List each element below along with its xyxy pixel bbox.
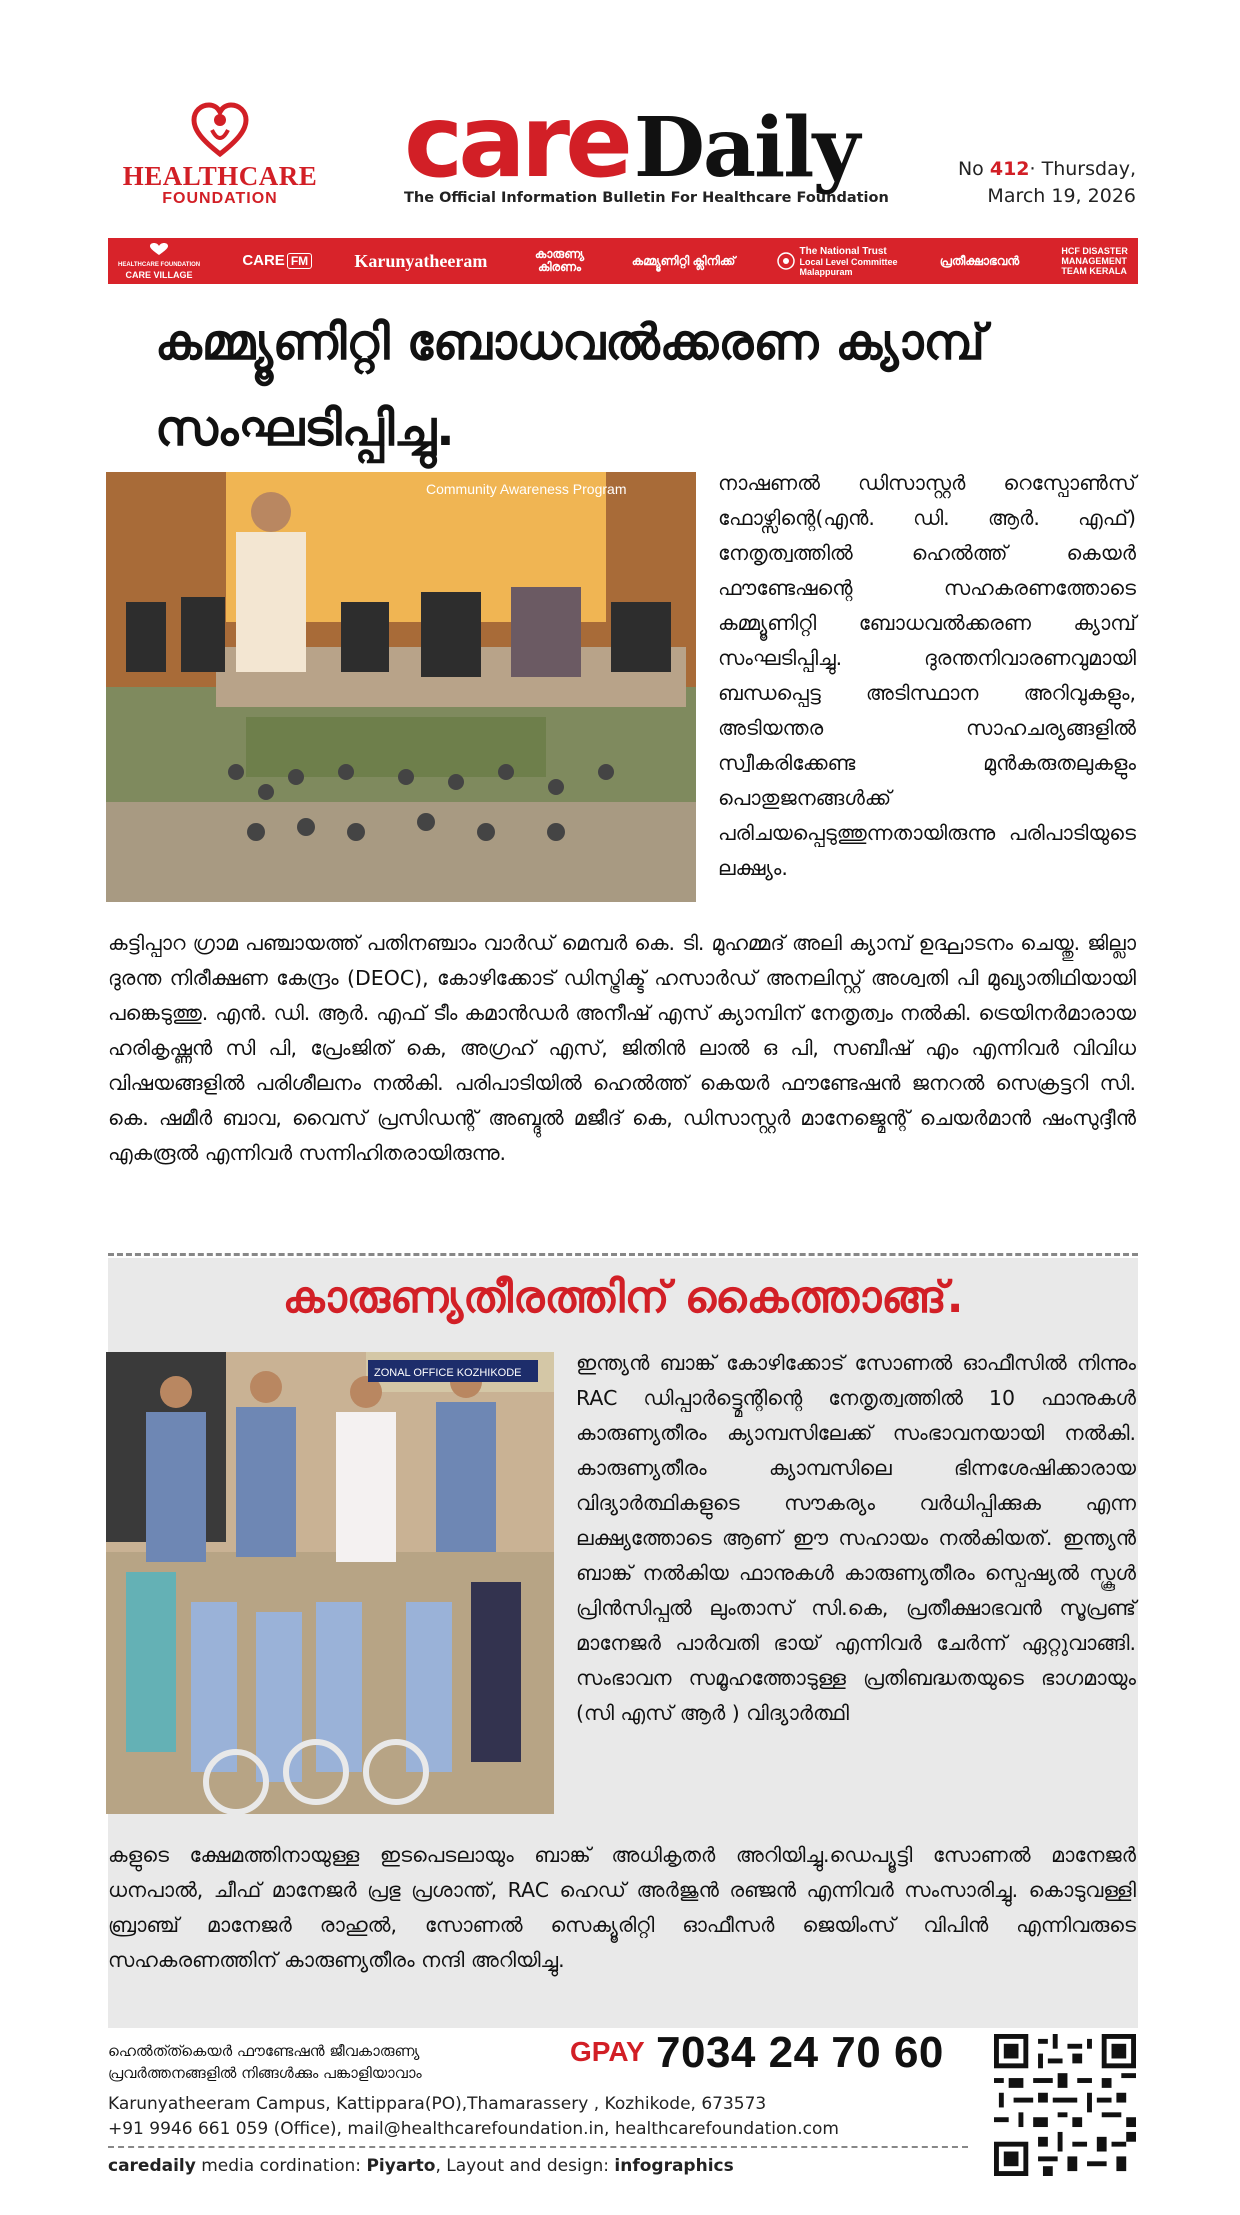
issue-info xyxy=(956,156,1136,210)
contact-block xyxy=(108,2092,968,2142)
article2-photo-sign: ZONAL OFFICE KOZHIKODE xyxy=(374,1367,522,1379)
heart-icon xyxy=(149,242,169,256)
donation-appeal-line1: ഹെൽത്ത്കെയർ ഫൗണ്ടേഷൻ ജീവകാരുണ്യ xyxy=(108,2042,420,2060)
article1-photo xyxy=(106,472,696,902)
nav-care-fm-b: FM xyxy=(287,253,312,269)
nav-karunyatheeram[interactable]: Karunyatheeram xyxy=(354,251,488,271)
credit-media: Piyarto xyxy=(366,2156,436,2176)
address: Karunyatheeram Campus, Kattippara(PO),Thamarassery , Kozhikode, 673573 xyxy=(108,2094,767,2114)
credit-media-label: media cordination: xyxy=(195,2156,367,2176)
emblem-icon xyxy=(777,252,795,270)
nav-care-village-top: HEALTHCARE FOUNDATION xyxy=(118,262,201,268)
nav-community-clinic[interactable]: കമ്മ്യൂണിറ്റി ക്ലിനിക്ക് xyxy=(631,253,736,268)
article1-photo-sign: Community Awareness Program xyxy=(426,481,627,497)
issue-prefix: No xyxy=(957,158,990,180)
credits-divider xyxy=(108,2146,968,2148)
article1-headline: കമ്മ്യൂണിറ്റി ബോധവൽക്കരണ ക്യാമ്പ് സംഘടിപ്പിച്ചു. xyxy=(155,314,985,457)
gpay-number[interactable]: 7034 24 70 60 xyxy=(656,2028,944,2077)
issue-day: · Thursday, xyxy=(1029,158,1136,180)
issue-date: March 19, 2026 xyxy=(987,185,1136,207)
credit-brand: caredaily xyxy=(108,2156,196,2176)
donation-appeal xyxy=(108,2040,528,2084)
foundation-logo xyxy=(100,100,340,220)
masthead-tagline: The Official Information Bulletin For Healthcare Foundation xyxy=(404,190,889,206)
article1-column-text: നാഷണൽ ഡിസാസ്റ്റർ റെസ്പോൺസ് ഫോഴ്സിന്റെ(എൻ. ഡി. ആർ. എഫ്) നേതൃത്വത്തിൽ ഹെൽത്ത് കെയർ ഫൗണ്ടേഷന്റെ സഹകരണത്തോടെ കമ്മ്യൂണിറ്റി ബോധവൽക്കരണ ക്യാമ്പ് സംഘടിപ്പിച്ചു. ദുരന്തനിവാരണവുമായി ബന്ധപ്പെട്ട അടിസ്ഥാന അറിവുകളും, അടിയന്തര സാഹചര്യങ്ങളിൽ സ്വീകരിക്കേണ്ട മുൻകരുതലുകളും പൊതുജനങ്ങൾക്ക് പരിചയപ്പെടുത്തുന്നതായിരുന്നു പരിപാടിയുടെ ലക്ഷ്യം. xyxy=(718,471,1136,880)
nav-trust-c: Malappuram xyxy=(799,266,853,277)
gpay-label: GPAY xyxy=(570,2036,645,2067)
credits xyxy=(108,2156,988,2176)
nav-care-village-label: CARE VILLAGE xyxy=(125,270,193,280)
foundation-name: HEALTHCARE xyxy=(122,161,318,191)
nav-pratheeksha-bhavan[interactable]: പ്രതീക്ഷാഭവൻ xyxy=(939,253,1020,268)
donation-appeal-line2: പ്രവർത്തനങ്ങളിൽ നിങ്ങൾക്കും പങ്കാളിയാവാം xyxy=(108,2064,422,2082)
nav-trust-a: The National Trust xyxy=(799,245,887,257)
foundation-sub: FOUNDATION xyxy=(162,190,278,207)
nav-care-village[interactable] xyxy=(118,242,200,280)
masthead-care: care xyxy=(404,83,628,200)
credit-design-label: , Layout and design: xyxy=(435,2156,615,2176)
nav-trust-b: Local Level Committee xyxy=(799,256,898,267)
nav-karunya-kiranam[interactable]: കാരുണ്യ കിരണം xyxy=(534,247,585,274)
article2-headline: കാരുണ്യതീരത്തിന് കൈത്താങ്ങ്. xyxy=(282,1272,964,1323)
article2-column-text: ഇന്ത്യൻ ബാങ്ക് കോഴിക്കോട് സോണൽ ഓഫീസിൽ നിന്നും RAC ഡിപ്പാർട്ട്മെന്റിന്റെ നേതൃത്വത്തിൽ 10 ഫാനുകൾ കാരുണ്യതീരം ക്യാമ്പസിലേക്ക് സംഭാവനയായി നൽകി. കാരുണ്യതീരം ക്യാമ്പസിലെ ഭിന്നശേഷിക്കാരായ വിദ്യാർത്ഥികളുടെ സൗകര്യം വർധിപ്പിക്കുക എന്ന ലക്ഷ്യത്തോടെ ആണ് ഈ സഹായം നൽകിയത്. ഇന്ത്യൻ ബാങ്ക് നൽകിയ ഫാനുകൾ കാരുണ്യതീരം സ്പെഷ്യൽ സ്കൂൾ പ്രിൻസിപ്പൽ ലുംതാസ് സി.കെ, പ്രതീക്ഷാഭവൻ സൂപ്രണ്ട് മാനേജർ പാർവതി ഭായ് എന്നിവർ ചേർന്ന് ഏറ്റുവാങ്ങി. സംഭാവന സമൂഹത്തോടുള്ള പ്രതിബദ്ധതയുടെ ഭാഗമായും (സി എസ് ആർ ) വിദ്യാർത്ഥി xyxy=(576,1351,1136,1725)
masthead-daily: Daily xyxy=(633,100,859,196)
nav-care-fm[interactable] xyxy=(242,253,312,269)
nav-disaster-a: HCF DISASTER xyxy=(1061,246,1128,256)
qr-code-icon[interactable] xyxy=(994,2034,1136,2176)
article2-body-text: കളുടെ ക്ഷേമത്തിനായുള്ള ഇടപെടലായും ബാങ്ക് അധികൃതർ അറിയിച്ചു.ഡെപ്യൂട്ടി സോണൽ മാനേജർ ധനപാൽ, ചീഫ് മാനേജർ പ്രഭു പ്രശാന്ത്, RAC ഹെഡ് അർജുൻ രഞ്ജൻ എന്നിവർ സംസാരിച്ചു. കൊടുവള്ളി ബ്രാഞ്ച് മാനേജർ രാഹുൽ, സോണൽ സെക്യൂരിറ്റി ഓഫീസർ ജെയിംസ് വിപിൻ എന്നിവരുടെ സഹകരണത്തിന് കാരുണ്യതീരം നന്ദി അറിയിച്ചു. xyxy=(108,1843,1136,1972)
heart-hands-icon xyxy=(188,100,252,158)
issue-number: 412 xyxy=(989,158,1030,180)
nav-care-fm-a: CARE xyxy=(242,252,285,269)
article2-photo xyxy=(106,1352,554,1814)
nav-disaster-b: MANAGEMENT xyxy=(1061,256,1127,266)
contact-details[interactable]: +91 9946 661 059 (Office), mail@healthcarefoundation.in, healthcarefoundation.com xyxy=(108,2119,839,2139)
nav-disaster-team[interactable] xyxy=(1061,246,1128,276)
nav-national-trust[interactable] xyxy=(777,246,897,277)
partner-nav-bar xyxy=(108,238,1138,284)
credit-design: infographics xyxy=(614,2156,734,2176)
section-divider xyxy=(108,1253,1138,1256)
nav-disaster-c: TEAM KERALA xyxy=(1061,266,1127,276)
article1-body-text: കട്ടിപ്പാറ ഗ്രാമ പഞ്ചായത്ത് പതിനഞ്ചാം വാർഡ് മെമ്പർ കെ. ടി. മുഹമ്മദ് അലി ക്യാമ്പ് ഉദ്ഘാടനം ചെയ്തു. ജില്ലാ ദുരന്ത നിരീക്ഷണ കേന്ദ്രം (DEOC), കോഴിക്കോട് ഡിസ്ട്രിക്ട് ഹസാർഡ് അനലിസ്റ്റ് അശ്വതി പി മുഖ്യാതിഥിയായി പങ്കെടുത്തു. എൻ. ഡി. ആർ. എഫ് ടീം കമാൻഡർ അനീഷ് എസ് ക്യാമ്പിന് നേതൃത്വം നൽകി. ട്രെയിനർമാരായ ഹരികൃഷ്ണൻ സി പി, പ്രേംജിത് കെ, അഗ്രഹ് എസ്, ജിതിൻ ലാൽ ഒ പി, സബീഷ് എം എന്നിവർ വിവിധ വിഷയങ്ങളിൽ പരിശീലനം നൽകി. പരിപാടിയിൽ ഹെൽത്ത് കെയർ ഫൗണ്ടേഷൻ ജനറൽ സെക്രട്ടറി സി. കെ. ഷമീർ ബാവ, വൈസ് പ്രസിഡന്റ് അബ്ദുൽ മജീദ് കെ, ഡിസാസ്റ്റർ മാനേജ്മെന്റ് ചെയർമാൻ ഷംസുദ്ദീൻ എകരൂൽ എന്നിവർ സന്നിഹിതരായിരുന്നു. xyxy=(108,931,1136,1165)
